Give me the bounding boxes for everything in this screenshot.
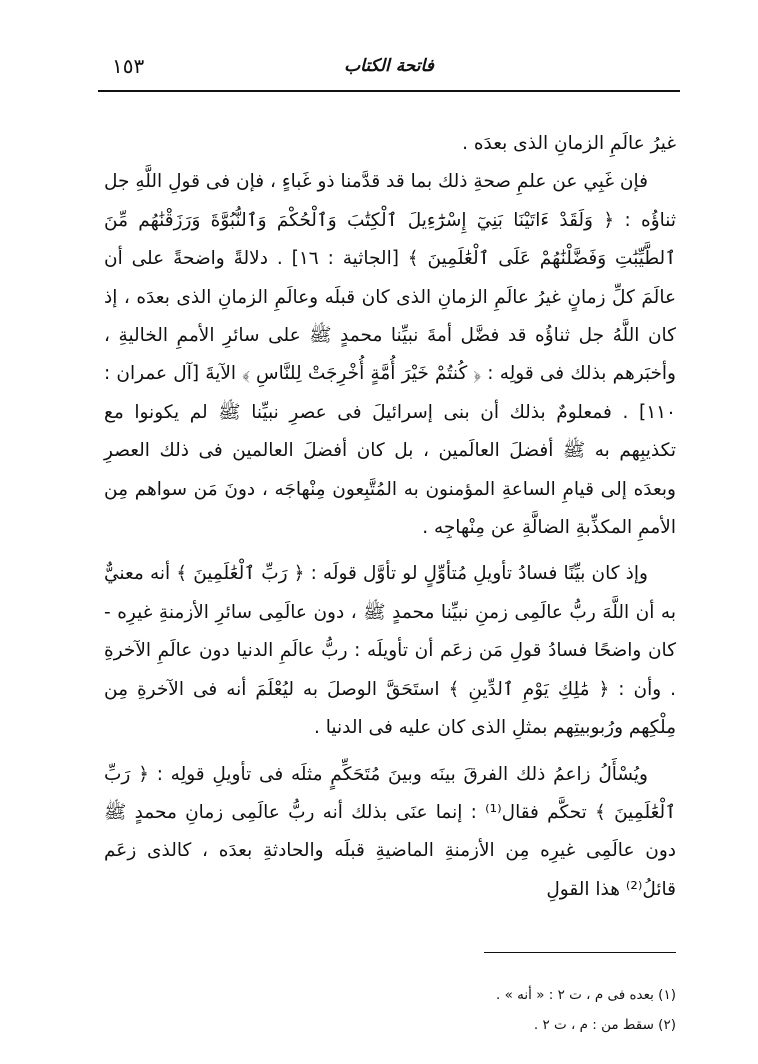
footnotes bbox=[300, 980, 676, 1040]
page-header bbox=[98, 48, 680, 92]
page-number: ١٥٣ bbox=[112, 54, 145, 78]
running-title: فاتحة الكتاب bbox=[344, 56, 434, 76]
paragraph: وإذ كان بيِّنًا فسادُ تأويلِ مُتأوِّلٍ لو تأوَّل قولَه : ﴿ رَبِّ ٱلْعَٰلَمِينَ ﴾ أنه معنيٌّ به أن اللَّهَ ربُّ عالَمِى زمنِ نبيِّنا محمدٍ ﷺ ، دون عالَمِى سائرِ الأزمنةِ غيرِه - كان واضحًا فسادُ قولِ مَن زعَم أن تأويلَه : ربُّ عالَمِ الدنيا دون عالَمِ الآخرةِ . وأن : ﴿ مَٰلِكِ يَوْمِ ٱلدِّينِ ﴾ استَحَقَّ الوصلَ به ليُعْلَمَ أنه فى الآخرةِ مِن مِلْكِهم ورُبوبيتِهم بمثلِ الذى كان عليه فى الدنيا . bbox=[104, 563, 676, 739]
main-text bbox=[104, 125, 676, 909]
footnote-separator bbox=[484, 952, 676, 953]
paragraph: فإن غَبِي عن علمِ صحةِ ذلك بما قد قدَّمنا ذو غَباءٍ ، فإن فى قولِ اللَّهِ جل ثناؤُه : ﴿ وَلَقَدْ ءَاتَيْنَا بَنِيٓ إِسْرَٰٓءِيلَ ٱلْكِتَٰبَ وَٱلْحُكْمَ وَٱلنُّبُوَّةَ وَرَزَقْنَٰهُم مِّنَ ٱلطَّيِّبَٰتِ وَفَضَّلْنَٰهُمْ عَلَى ٱلْعَٰلَمِينَ ﴾ [الجاثية : ١٦] . دلالةً واضحةً على أن عالَمَ كلِّ زمانٍ غيرُ عالَمِ الزمانِ الذى كان قبلَه وعالَمِ الزمانِ الذى بعدَه ، إذ كان اللَّهُ جل ثناؤُه قد فضَّل أمةَ نبيِّنا محمدٍ ﷺ على سائرِ الأممِ الخاليةِ ، وأخبَرهم بذلك فى قولِه : ﴿ كُنتُمْ خَيْرَ أُمَّةٍ أُخْرِجَتْ لِلنَّاسِ ﴾ الآيةَ [آل عمران : ١١٠] . فمعلومٌ بذلك أن بنى إسرائيلَ فى عصرِ نبيِّنا ﷺ لم يكونوا مع تكذيبِهم به ﷺ أفضلَ العالَمين ، بل كان أفضلَ العالمين فى ذلك العصرِ وبعدَه إلى قيامِ الساعةِ المؤمنون به المُتَّبِعون مِنْهاجَه ، دونَ مَن سواهم مِن الأممِ المكذِّبةِ الضالَّةِ عن مِنْهاجِه . bbox=[104, 171, 677, 539]
paragraph: ويُسْأَلُ زاعمُ ذلك الفرقَ بينَه وبينَ مُتَحَكِّمٍ مثلَه فى تأويلِ قولِه : ﴿ رَبِّ ٱلْعَٰلَمِينَ ﴾ تحكَّم فقال⁽¹⁾ : إنما عنَى بذلك أنه ربُّ عالَمِى زمانِ محمدٍ ﷺ دون عالَمِى غيرِه مِن الأزمنةِ الماضيةِ قبلَه والحادثةِ بعدَه ، كالذى زعَم قائلُ⁽²⁾ هذا القولِ bbox=[104, 763, 676, 900]
footnote: (٢) سقط من : م ، ت ٢ . bbox=[533, 1017, 676, 1033]
footnote: (١) بعده فى م ، ت ٢ : « أنه » . bbox=[496, 987, 676, 1003]
paragraph: غيرُ عالَمِ الزمانِ الذى بعدَه . bbox=[462, 133, 676, 154]
